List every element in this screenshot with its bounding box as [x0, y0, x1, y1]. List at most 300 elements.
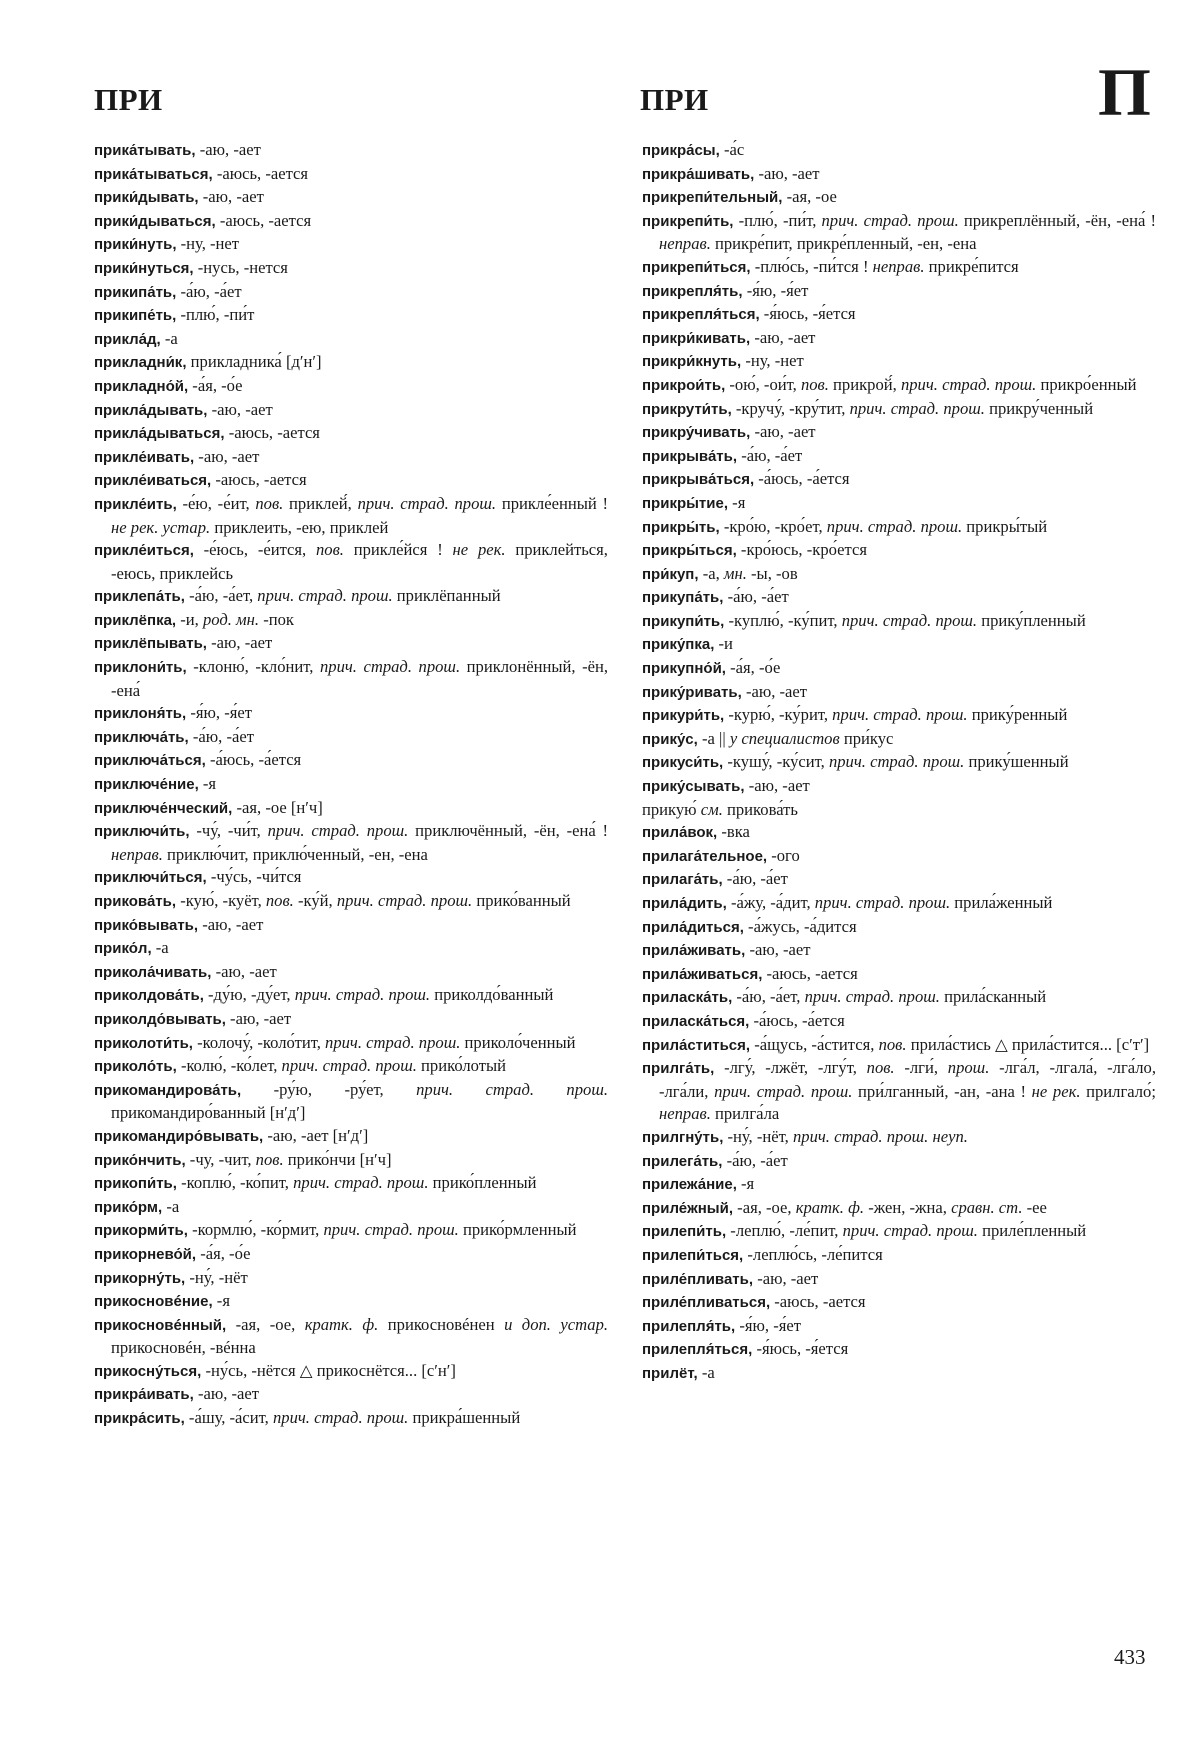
entry-definition: -а́юсь, -а́ется: [209, 750, 302, 770]
dictionary-entry: [94, 797, 608, 821]
dictionary-entry: [94, 937, 608, 961]
dictionary-entry: [94, 493, 608, 539]
dictionary-entry: [94, 702, 608, 726]
entry-headword: прикупно́й,: [642, 660, 726, 678]
entry-definition: -колю́, -ко́лет, прич. страд. прош. прико́лотый: [180, 1056, 507, 1076]
entry-headword: прикры́тие,: [642, 494, 729, 512]
dictionary-entry: [94, 469, 608, 493]
entry-definition: -ну́сь, -нётся △ прикоснётся... [сʹнʹ]: [205, 1360, 456, 1380]
entry-headword: прилгну́ть,: [642, 1128, 724, 1146]
entry-headword: прилага́тельное,: [642, 847, 768, 865]
entry-headword: прико́нчить,: [94, 1151, 186, 1169]
dictionary-entry: [642, 1244, 1156, 1268]
dictionary-entry: [642, 728, 1156, 752]
entry-definition: -плю́, -пи́т, прич. страд. прош. прикреплённый, -ён, -ена́ ! неправ. прикре́пит, прикре́пленный, -ен, -ена: [659, 210, 1157, 254]
entry-headword: прикрепи́ть,: [642, 212, 734, 230]
dictionary-entry: [642, 516, 1156, 540]
entry-definition: -аю, -ает: [748, 776, 810, 796]
entry-headword: прикорну́ть,: [94, 1269, 186, 1287]
dictionary-entry: [642, 1315, 1156, 1339]
entry-headword: приле́пливаться,: [642, 1294, 771, 1312]
entry-headword: прико́вывать,: [94, 916, 199, 934]
right-column: [642, 139, 1156, 1385]
dictionary-entry: [94, 163, 608, 187]
entry-definition: -аю, -ает: [197, 1384, 260, 1404]
dictionary-entry: [642, 963, 1156, 987]
entry-headword: прикипе́ть,: [94, 307, 177, 325]
entry-definition: -я́ю, -я́ет: [190, 703, 252, 723]
dictionary-entry: [642, 350, 1156, 374]
dictionary-entry: [642, 868, 1156, 892]
entry-definition: -и, род. мн. -пок: [180, 609, 294, 629]
entry-headword: прикола́чивать,: [94, 963, 212, 981]
entry-definition: -а: [701, 1362, 715, 1382]
dictionary-entry: [642, 1291, 1156, 1315]
dictionary-entry: [94, 328, 608, 352]
entry-headword: приключа́ть,: [94, 728, 189, 746]
entry-definition: -ая, -ое: [786, 187, 837, 207]
entry-headword: приколоти́ть,: [94, 1034, 193, 1052]
entry-headword: прикры́ть,: [642, 518, 720, 536]
dictionary-entry: [94, 773, 608, 797]
dictionary-entry: [94, 890, 608, 914]
entry-headword: приколдова́ть,: [94, 987, 204, 1005]
entry-definition: -а́ю, -а́ет: [180, 281, 242, 301]
entry-definition: -ру́ю, -ру́ет, прич. страд. прош. прикомандиро́ванный [нʹдʹ]: [111, 1079, 608, 1123]
dictionary-entry: [94, 186, 608, 210]
entry-definition: -плю́сь, -пи́тся ! неправ. прикре́пится: [754, 256, 1019, 276]
entry-definition: -я́юсь, -я́ется: [763, 304, 856, 324]
dictionary-entry: [642, 139, 1156, 163]
dictionary-entry: [94, 656, 608, 702]
entry-headword: прико́л,: [94, 940, 152, 958]
entry-definition: -аю, -ает: [758, 163, 820, 183]
dictionary-entry: [94, 257, 608, 281]
entry-headword: прилага́ть,: [642, 871, 723, 889]
entry-definition: -а́ю, -а́ет: [726, 869, 788, 889]
dictionary-entry: [642, 1362, 1156, 1386]
entry-headword: прикопи́ть,: [94, 1175, 177, 1193]
dictionary-entry: [94, 632, 608, 656]
entry-headword: приколдо́вывать,: [94, 1010, 226, 1028]
entry-headword: прикла́дывать,: [94, 401, 208, 419]
entry-definition: -чу́сь, -чи́тся: [210, 867, 302, 887]
entry-headword: прилепи́ться,: [642, 1246, 744, 1264]
entry-headword: прила́диться,: [642, 918, 744, 936]
entry-definition: -а́шу, -а́сит, прич. страд. прош. прикра́шенный: [188, 1408, 521, 1428]
entry-headword: прика́тываться,: [94, 165, 213, 183]
entry-definition: -а́ю, -а́ет, прич. страд. прош. приклёпанный: [189, 586, 501, 606]
dictionary-entry: [642, 280, 1156, 304]
entry-definition: -аюсь, -ается: [215, 470, 307, 490]
entry-definition: -куплю́, -ку́пит, прич. страд. прош. прику́пленный: [728, 610, 1086, 630]
entry-definition: -я́ю, -я́ет: [739, 1315, 802, 1335]
entry-definition: -лгу́, -лжёт, -лгу́т, пов. -лги́, прош. -лга́л, -лгала́, -лга́ло, -лга́ли, прич. страд. прош. при́лганный, -ан, -ана ! не рек. прилгало́; неправ. прилга́ла: [659, 1058, 1156, 1124]
entry-headword: приласка́ть,: [642, 989, 733, 1007]
entry-headword: прила́дить,: [642, 895, 727, 912]
entry-headword: прилёт,: [642, 1364, 698, 1382]
dictionary-entry: [642, 492, 1156, 516]
entry-definition: -аю, -ает: [202, 914, 264, 934]
entry-definition: -ая, -ое, кратк. ф. прикосновéнен и доп. устар. прикосновéн, -вéнна: [111, 1314, 609, 1358]
entry-headword: прики́нуться,: [94, 259, 194, 277]
entry-headword: прилепи́ть,: [642, 1223, 727, 1241]
dictionary-entry: [94, 1383, 608, 1407]
entry-headword: приле́жный,: [642, 1199, 734, 1217]
dictionary-entry: [94, 1055, 608, 1079]
dictionary-entry: [94, 820, 608, 866]
dictionary-entry: [94, 233, 608, 257]
dictionary-entry: [94, 1267, 608, 1291]
dictionary-entry: [642, 845, 1156, 869]
dictionary-entry: [642, 610, 1156, 634]
entry-definition: -ду́ю, -ду́ет, прич. страд. прош. приколдо́ванный: [208, 985, 554, 1005]
entry-definition: -а́ю, -а́ет: [192, 726, 254, 746]
entry-headword: прила́живать,: [642, 942, 746, 960]
dictionary-entry: [94, 1008, 608, 1032]
dictionary-entry: [642, 1126, 1156, 1150]
entry-definition: -а́юсь, -а́ется: [758, 469, 850, 489]
entry-definition: -а: [164, 328, 178, 348]
entry-definition: -коплю́, -ко́пит, прич. страд. прош. прико́пленный: [181, 1173, 537, 1193]
entry-definition: -ну́, -нёт, прич. страд. прош. неуп.: [727, 1126, 968, 1146]
entry-headword: прилепля́ться,: [642, 1341, 753, 1359]
dictionary-entry: [94, 1219, 608, 1243]
dictionary-entry: [642, 916, 1156, 940]
dictionary-entry: [642, 303, 1156, 327]
entry-headword: прикова́ть,: [94, 893, 177, 910]
dictionary-entry: [642, 1057, 1156, 1126]
dictionary-entry: [642, 799, 1156, 822]
entry-headword: прикрепи́ться,: [642, 258, 751, 276]
entry-headword: прики́дывать,: [94, 189, 199, 207]
entry-headword: прикрепи́тельный,: [642, 189, 783, 207]
entry-definition: -аюсь, -ается: [216, 163, 309, 183]
dictionary-entry: [642, 421, 1156, 445]
entry-definition: -аю, -ает: [202, 187, 264, 207]
entry-headword: прила́живаться,: [642, 965, 763, 983]
dictionary-entry: [642, 445, 1156, 469]
entry-headword: прикрепля́ть,: [642, 282, 743, 300]
dictionary-entry: [94, 984, 608, 1008]
entry-headword: прику́сывать,: [642, 778, 745, 796]
running-head-right: ПРИ: [640, 82, 709, 117]
dictionary-entry: [94, 961, 608, 985]
entry-headword: прила́вок,: [642, 824, 718, 842]
entry-headword: прикле́ивать,: [94, 448, 195, 466]
dictionary-entry: [94, 1360, 608, 1384]
entry-headword: прикра́сы,: [642, 142, 720, 159]
entry-headword: прикра́шивать,: [642, 165, 755, 183]
dictionary-entry: [642, 751, 1156, 775]
dictionary-entry: [94, 1407, 608, 1431]
entry-definition: -кро́юсь, -кро́ется: [740, 540, 867, 560]
entry-definition: -чу́, -чи́т, прич. страд. прош. приключённый, -ён, -ена́ ! неправ. приклю́чит, приклю́ченный, -ен, -ена: [111, 821, 609, 864]
dictionary-entry: [642, 468, 1156, 492]
entry-definition: -а́ю, -а́ет: [726, 1150, 788, 1170]
entry-definition: -нусь, -нется: [197, 257, 288, 277]
entry-headword: прикле́иваться,: [94, 472, 212, 490]
dictionary-entry: [642, 775, 1156, 799]
section-letter: П: [1098, 54, 1151, 130]
entry-definition: -кушу́, -ку́сит, прич. страд. прош. прику́шенный: [727, 752, 1069, 772]
dictionary-entry: [94, 1032, 608, 1056]
entry-definition: -аюсь, -ается: [228, 423, 320, 443]
entry-headword: прики́дываться,: [94, 212, 216, 230]
dictionary-entry: [94, 281, 608, 305]
entry-headword: приколо́ть,: [94, 1058, 177, 1076]
dictionary-entry: [642, 539, 1156, 563]
dictionary-entry: [94, 422, 608, 446]
entry-headword: прикрыва́ть,: [642, 447, 738, 465]
entry-definition: -а́с: [723, 140, 745, 159]
entry-definition: -я: [741, 1174, 755, 1194]
entry-definition: -кручу́, -кру́тит, прич. страд. прош. прикру́ченный: [735, 398, 1094, 418]
entry-headword: приключе́нческий,: [94, 799, 233, 817]
entry-definition: -я́юсь, -я́ется: [756, 1339, 849, 1359]
dictionary-entry: [642, 210, 1156, 256]
entry-definition: -ая, -ое, кратк. ф. -жен, -жна, сравн. ст. -ее: [737, 1197, 1047, 1217]
entry-headword: прилега́ть,: [642, 1152, 723, 1170]
dictionary-entry: [94, 609, 608, 633]
entry-definition: -клоню́, -кло́нит, прич. страд. прош. приклонённый, -ён, -ена́: [111, 657, 609, 700]
dictionary-entry: [94, 304, 608, 328]
dictionary-entry: [642, 704, 1156, 728]
dictionary-entry: [642, 256, 1156, 280]
entry-definition: -аю, -ает: [198, 446, 260, 466]
entry-headword: прикорнево́й,: [94, 1245, 197, 1263]
dictionary-entry: [642, 1173, 1156, 1197]
dictionary-entry: [642, 821, 1156, 845]
dictionary-entry: [642, 186, 1156, 210]
entry-definition: -а: [155, 938, 169, 958]
entry-headword: прикрои́ть,: [642, 376, 726, 394]
entry-headword: прикрепля́ться,: [642, 306, 760, 324]
entry-definition: -кро́ю, -кро́ет, прич. страд. прош. прикры́тый: [723, 516, 1048, 536]
entry-headword: прикрыва́ться,: [642, 471, 755, 489]
entry-definition: -ою́, -ои́т, пов. прикрой́, прич. страд. прош. прикро́енный: [729, 374, 1137, 394]
entry-headword: приключа́ться,: [94, 752, 206, 770]
entry-headword: прикладни́к,: [94, 354, 187, 372]
entry-headword: прикупа́ть,: [642, 589, 724, 607]
entry-headword: прикомандиро́вывать,: [94, 1127, 264, 1145]
entry-headword: приклёпывать,: [94, 635, 207, 653]
entry-headword: прикла́дываться,: [94, 425, 225, 443]
entry-headword: приласка́ться,: [642, 1012, 750, 1030]
entry-headword: приле́пливать,: [642, 1270, 754, 1288]
entry-definition: -ну, -нет: [180, 234, 240, 254]
dictionary-entry: [94, 399, 608, 423]
entry-headword: прикосну́ться,: [94, 1362, 202, 1380]
entry-headword: прикомандирова́ть,: [94, 1081, 242, 1099]
dictionary-entry: [94, 539, 608, 585]
entry-definition: -кую́, -куёт, пов. -ку́й, прич. страд. прош. прико́ванный: [180, 891, 571, 910]
entry-definition: -аю, -ает: [199, 140, 261, 159]
entry-headword: прила́ститься,: [642, 1036, 751, 1054]
entry-definition: -аю, -ает [нʹдʹ]: [267, 1125, 369, 1145]
entry-definition: -я: [732, 492, 746, 512]
entry-headword: прилежа́ние,: [642, 1176, 737, 1194]
entry-definition: -колочу́, -коло́тит, прич. страд. прош. приколо́ченный: [197, 1032, 576, 1052]
entry-definition: -ая, -ое [нʹч]: [236, 797, 323, 817]
dictionary-entry: [94, 1172, 608, 1196]
entry-definition: -аю, -ает: [211, 399, 273, 419]
entry-definition: -аю, -ает: [745, 681, 808, 701]
entry-headword: приклёпка,: [94, 611, 177, 629]
entry-definition: -аю, -ает: [749, 940, 811, 960]
dictionary-entry: [94, 726, 608, 750]
entry-definition: -а́ю, -а́ет: [741, 445, 803, 465]
entry-headword: приключи́ть,: [94, 823, 190, 841]
entry-headword: прикры́ться,: [642, 542, 737, 560]
entry-definition: прикую́ см. прикова́ть: [642, 799, 798, 819]
entry-headword: прикле́иться,: [94, 542, 194, 560]
dictionary-entry: [642, 1034, 1156, 1058]
entry-headword: приклепа́ть,: [94, 588, 185, 606]
entry-definition: -ну, -нет: [745, 351, 804, 371]
entry-headword: прилепля́ть,: [642, 1317, 736, 1335]
entry-definition: -е́юсь, -е́ится, пов. прикле́йся ! не рек. приклейться, -еюсь, приклейсь: [111, 540, 608, 583]
dictionary-entry: [94, 210, 608, 234]
entry-definition: -а: [166, 1196, 180, 1216]
entry-definition: -а́ю, -а́ет: [727, 587, 789, 607]
entry-definition: -ну́, -нёт: [189, 1267, 248, 1287]
entry-definition: -аю, -ает: [754, 327, 816, 347]
entry-headword: прикури́ть,: [642, 707, 725, 725]
entry-headword: прилга́ть,: [642, 1060, 715, 1078]
dictionary-entry: [642, 1338, 1156, 1362]
entry-definition: -а́ю, -а́ет, прич. страд. прош. прила́сканный: [736, 987, 1047, 1007]
left-column: [94, 139, 608, 1431]
entry-definition: -кормлю́, -ко́рмит, прич. страд. прош. прико́рмленный: [192, 1220, 577, 1240]
entry-headword: при́куп,: [642, 565, 699, 583]
entry-definition: прикладника́ [дʹнʹ]: [190, 352, 322, 372]
entry-definition: -ого: [771, 845, 800, 865]
entry-headword: прикрути́ть,: [642, 400, 732, 418]
entry-definition: -леплю́сь, -ле́пится: [747, 1244, 883, 1264]
entry-headword: прики́нуть,: [94, 236, 177, 254]
entry-definition: -а́жу, -а́дит, прич. страд. прош. прила́женный: [730, 893, 1053, 912]
dictionary-entry: [94, 1290, 608, 1314]
entry-definition: -аю, -ает: [211, 633, 273, 653]
entry-definition: -я: [202, 774, 217, 794]
dictionary-entry: [94, 1149, 608, 1173]
page-number: 433: [1114, 1645, 1146, 1669]
entry-headword: прикладно́й,: [94, 377, 189, 395]
entry-headword: прикорми́ть,: [94, 1222, 188, 1240]
dictionary-entry: [94, 1125, 608, 1149]
dictionary-entry: [642, 986, 1156, 1010]
dictionary-entry: [94, 749, 608, 773]
entry-headword: прикипа́ть,: [94, 283, 177, 301]
entry-headword: приключе́ние,: [94, 776, 199, 794]
entry-definition: -чу, -чит, пов. прико́нчи [нʹч]: [189, 1149, 392, 1169]
dictionary-entry: [94, 351, 608, 375]
dictionary-entry: [642, 163, 1156, 187]
dictionary-entry: [94, 375, 608, 399]
entry-headword: прика́тывать,: [94, 142, 196, 159]
dictionary-entry: [642, 939, 1156, 963]
entry-definition: -аю, -ает: [230, 1008, 292, 1028]
dictionary-entry: [642, 1150, 1156, 1174]
entry-headword: прикупи́ть,: [642, 612, 725, 630]
entry-definition: -а́я, -о́е: [192, 375, 243, 395]
dictionary-entry: [94, 914, 608, 938]
entry-definition: -курю́, -ку́рит, прич. страд. прош. прику́ренный: [728, 705, 1068, 725]
entry-definition: -а || у специалистов при́кус: [701, 728, 894, 748]
entry-headword: прикла́д,: [94, 330, 161, 348]
entry-headword: прику́ривать,: [642, 683, 742, 701]
dictionary-entry: [642, 1197, 1156, 1221]
dictionary-entry: [94, 866, 608, 890]
dictionary-entry: [94, 585, 608, 609]
dictionary-entry: [94, 1079, 608, 1125]
dictionary-entry: [94, 1314, 608, 1360]
dictionary-entry: [642, 681, 1156, 705]
entry-headword: прикру́чивать,: [642, 424, 751, 442]
entry-definition: -аюсь, -ается: [766, 963, 858, 983]
dictionary-entry: [642, 1268, 1156, 1292]
dictionary-entry: [94, 1243, 608, 1267]
entry-definition: -вка: [721, 822, 750, 842]
entry-definition: -аю, -ает: [215, 961, 277, 981]
dictionary-entry: [642, 374, 1156, 398]
dictionary-entry: [642, 398, 1156, 422]
dictionary-entry: [642, 327, 1156, 351]
entry-headword: прикра́сить,: [94, 1410, 185, 1428]
entry-definition: -я: [216, 1291, 230, 1311]
entry-definition: -а́щусь, -а́стится, пов. прила́стись △ прила́стится... [сʹтʹ]: [754, 1034, 1150, 1054]
entry-definition: -и: [718, 634, 733, 654]
entry-headword: приклони́ть,: [94, 659, 187, 677]
dictionary-entry: [94, 1196, 608, 1220]
entry-definition: -е́ю, -е́ит, пов. приклей́, прич. страд. прош. прикле́енный ! не рек. устар. приклеить, -ею, приклей: [111, 493, 608, 537]
entry-definition: -аюсь, -ается: [219, 210, 312, 230]
entry-headword: прикри́кивать,: [642, 329, 751, 347]
dictionary-entry: [642, 1010, 1156, 1034]
dictionary-entry: [94, 139, 608, 163]
entry-definition: -я́ю, -я́ет: [746, 280, 809, 300]
entry-definition: -аюсь, -ается: [774, 1292, 866, 1312]
entry-definition: -а́юсь, -а́ется: [753, 1010, 845, 1030]
dictionary-entry: [642, 586, 1156, 610]
entry-definition: -а́я, -о́е: [200, 1243, 251, 1263]
entry-headword: прику́с,: [642, 730, 698, 748]
dictionary-entry: [642, 892, 1156, 916]
entry-definition: -леплю́, -ле́пит, прич. страд. прош. приле́пленный: [730, 1221, 1087, 1241]
entry-definition: -плю́, -пи́т: [180, 305, 255, 325]
entry-definition: -а, мн. -ы, -ов: [702, 563, 798, 583]
dictionary-entry: [94, 446, 608, 470]
dictionary-entry: [642, 657, 1156, 681]
entry-headword: прико́рм,: [94, 1198, 163, 1216]
dictionary-entry: [642, 1220, 1156, 1244]
entry-headword: приключи́ться,: [94, 869, 207, 887]
entry-definition: -а́я, -о́е: [730, 658, 781, 678]
entry-definition: -а́жусь, -а́дится: [748, 916, 857, 936]
entry-headword: прикри́кнуть,: [642, 353, 742, 371]
entry-headword: прикосновéние,: [94, 1293, 213, 1311]
entry-headword: прикле́ить,: [94, 495, 177, 513]
entry-headword: прикосновéнный,: [94, 1316, 227, 1334]
entry-headword: прику́пка,: [642, 636, 715, 654]
dictionary-entry: [642, 633, 1156, 657]
entry-definition: -аю, -ает: [754, 422, 816, 442]
dictionary-entry: [642, 563, 1156, 587]
entry-headword: прикра́ивать,: [94, 1386, 194, 1404]
running-head-left: ПРИ: [94, 82, 163, 117]
entry-headword: прикуси́ть,: [642, 754, 724, 772]
